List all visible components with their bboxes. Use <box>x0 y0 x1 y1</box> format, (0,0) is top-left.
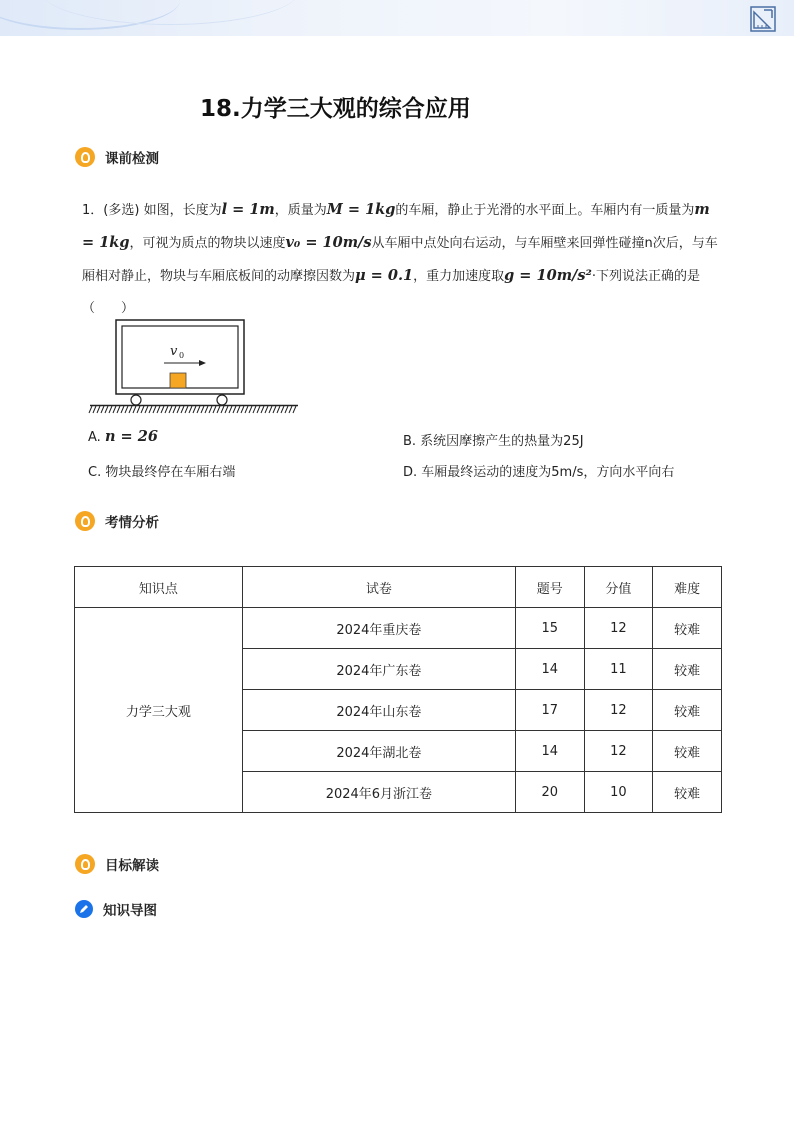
hatch-stroke <box>109 406 112 413</box>
page-title: 18.力学三大观的综合应用 <box>200 96 471 122</box>
hatch-stroke <box>197 406 200 413</box>
lightbulb-icon <box>75 147 95 167</box>
hatch-stroke <box>165 406 168 413</box>
table-cell-diff: 较难 <box>653 731 722 772</box>
hatch-stroke <box>281 406 284 413</box>
math-velocity: v₀ = 10m/s <box>285 234 372 251</box>
table-cell-score: 12 <box>584 608 653 649</box>
math-length: l = 1m <box>221 201 275 218</box>
math-friction: μ = 0.1 <box>355 267 414 284</box>
hatch-stroke <box>173 406 176 413</box>
hatch-stroke <box>221 406 224 413</box>
hatch-stroke <box>133 406 136 413</box>
table-header-cell: 难度 <box>653 567 722 608</box>
question-type: (多选) <box>103 203 140 218</box>
hatch-stroke <box>285 406 288 413</box>
hatch-stroke <box>145 406 148 413</box>
table-cell-score: 12 <box>584 690 653 731</box>
lightbulb-icon <box>75 854 95 874</box>
table-cell-score: 10 <box>584 772 653 813</box>
hatch-stroke <box>93 406 96 413</box>
hatch-stroke <box>217 406 220 413</box>
table-cell-num: 17 <box>515 690 584 731</box>
hatch-stroke <box>141 406 144 413</box>
hatch-stroke <box>213 406 216 413</box>
option-c[interactable]: C. 物块最终停在车厢右端 <box>88 465 236 480</box>
option-a[interactable]: A. n = 26 <box>88 428 158 445</box>
math-mass-carriage: M = 1kg <box>326 201 396 218</box>
hatch-stroke <box>269 406 272 413</box>
velocity-label: v <box>170 344 178 359</box>
hatch-stroke <box>205 406 208 413</box>
ruler-logo-icon <box>750 6 776 32</box>
hatch-stroke <box>97 406 100 413</box>
hatch-stroke <box>161 406 164 413</box>
hatch-stroke <box>265 406 268 413</box>
velocity-subscript: 0 <box>179 351 185 360</box>
option-b[interactable]: B. 系统因摩擦产生的热量为25J <box>403 434 584 449</box>
pencil-icon <box>75 900 93 918</box>
hatch-stroke <box>253 406 256 413</box>
lightbulb-icon <box>75 511 95 531</box>
hatch-stroke <box>201 406 204 413</box>
hatch-stroke <box>105 406 108 413</box>
section-exam-analysis <box>75 511 159 531</box>
hatch-stroke <box>169 406 172 413</box>
table-cell-paper: 2024年湖北卷 <box>242 731 515 772</box>
section-pre-check <box>75 147 159 167</box>
table-cell-diff: 较难 <box>653 772 722 813</box>
section-goal-reading <box>75 854 159 874</box>
hatch-stroke <box>129 406 132 413</box>
table-header-row <box>75 567 722 608</box>
section-knowledge-map <box>75 899 157 919</box>
header-band <box>0 0 794 36</box>
table-cell-score: 12 <box>584 731 653 772</box>
table-cell-paper: 2024年广东卷 <box>242 649 515 690</box>
hatch-stroke <box>237 406 240 413</box>
section-label: 知识导图 <box>103 903 157 919</box>
math-gravity: g = 10m/s² <box>504 267 592 284</box>
block <box>170 373 186 388</box>
hatch-stroke <box>153 406 156 413</box>
hatch-stroke <box>209 406 212 413</box>
section-label: 目标解读 <box>105 858 159 874</box>
table-header-cell: 题号 <box>515 567 584 608</box>
math-mass-block: m = 1kg <box>82 201 710 251</box>
section-label: 课前检测 <box>105 151 159 167</box>
table-cell-score: 11 <box>584 649 653 690</box>
hatch-stroke <box>241 406 244 413</box>
velocity-arrowhead <box>199 360 206 366</box>
hatch-stroke <box>177 406 180 413</box>
hatch-stroke <box>121 406 124 413</box>
hatch-stroke <box>113 406 116 413</box>
option-a-math: n = 26 <box>104 428 158 445</box>
hatch-stroke <box>157 406 160 413</box>
table-cell-diff: 较难 <box>653 649 722 690</box>
ground-hatching <box>89 406 296 413</box>
table-cell-paper: 2024年6月浙江卷 <box>242 772 515 813</box>
table-cell-num: 15 <box>515 608 584 649</box>
table-cell-num: 20 <box>515 772 584 813</box>
hatch-stroke <box>273 406 276 413</box>
hatch-stroke <box>149 406 152 413</box>
hatch-stroke <box>289 406 292 413</box>
table-cell-diff: 较难 <box>653 608 722 649</box>
hatch-stroke <box>249 406 252 413</box>
hatch-stroke <box>89 406 92 413</box>
hatch-stroke <box>245 406 248 413</box>
hatch-stroke <box>233 406 236 413</box>
hatch-stroke <box>181 406 184 413</box>
section-label: 考情分析 <box>105 515 159 531</box>
hatch-stroke <box>189 406 192 413</box>
table-header-cell: 知识点 <box>75 567 243 608</box>
hatch-stroke <box>101 406 104 413</box>
table-cell-paper: 2024年重庆卷 <box>242 608 515 649</box>
carriage-diagram <box>86 316 300 420</box>
hatch-stroke <box>117 406 120 413</box>
wheel-right <box>217 395 227 405</box>
hatch-stroke <box>185 406 188 413</box>
table-row <box>75 608 722 649</box>
table-cell-topic: 力学三大观 <box>75 608 243 813</box>
hatch-stroke <box>261 406 264 413</box>
exam-analysis-table <box>74 566 722 813</box>
option-d[interactable]: D. 车厢最终运动的速度为5m/s，方向水平向右 <box>403 465 675 480</box>
table-cell-diff: 较难 <box>653 690 722 731</box>
hatch-stroke <box>293 406 296 413</box>
question-1: 1．(多选) 如图，长度为l = 1m，质量为M = 1kg的车厢，静止于光滑的水平面上。车厢内有一质量为m = 1kg，可视为质点的物块以速度v₀ = 10m/s从车厢中点处向右运动，与车厢壁来回弹性碰撞n次后，与车厢相对静止，物块与车厢底板间的动摩擦因数为μ = 0.1，重力加速度取g = 10m/s²·下列说法正确的是（ ） <box>82 201 718 316</box>
wheel-left <box>131 395 141 405</box>
table-header-cell: 试卷 <box>242 567 515 608</box>
hatch-stroke <box>193 406 196 413</box>
hatch-stroke <box>277 406 280 413</box>
hatch-stroke <box>137 406 140 413</box>
hatch-stroke <box>229 406 232 413</box>
question-number: 1． <box>82 203 104 218</box>
table-cell-paper: 2024年山东卷 <box>242 690 515 731</box>
hatch-stroke <box>125 406 128 413</box>
hatch-stroke <box>225 406 228 413</box>
table-header-cell: 分值 <box>584 567 653 608</box>
table-cell-num: 14 <box>515 649 584 690</box>
hatch-stroke <box>257 406 260 413</box>
table-cell-num: 14 <box>515 731 584 772</box>
